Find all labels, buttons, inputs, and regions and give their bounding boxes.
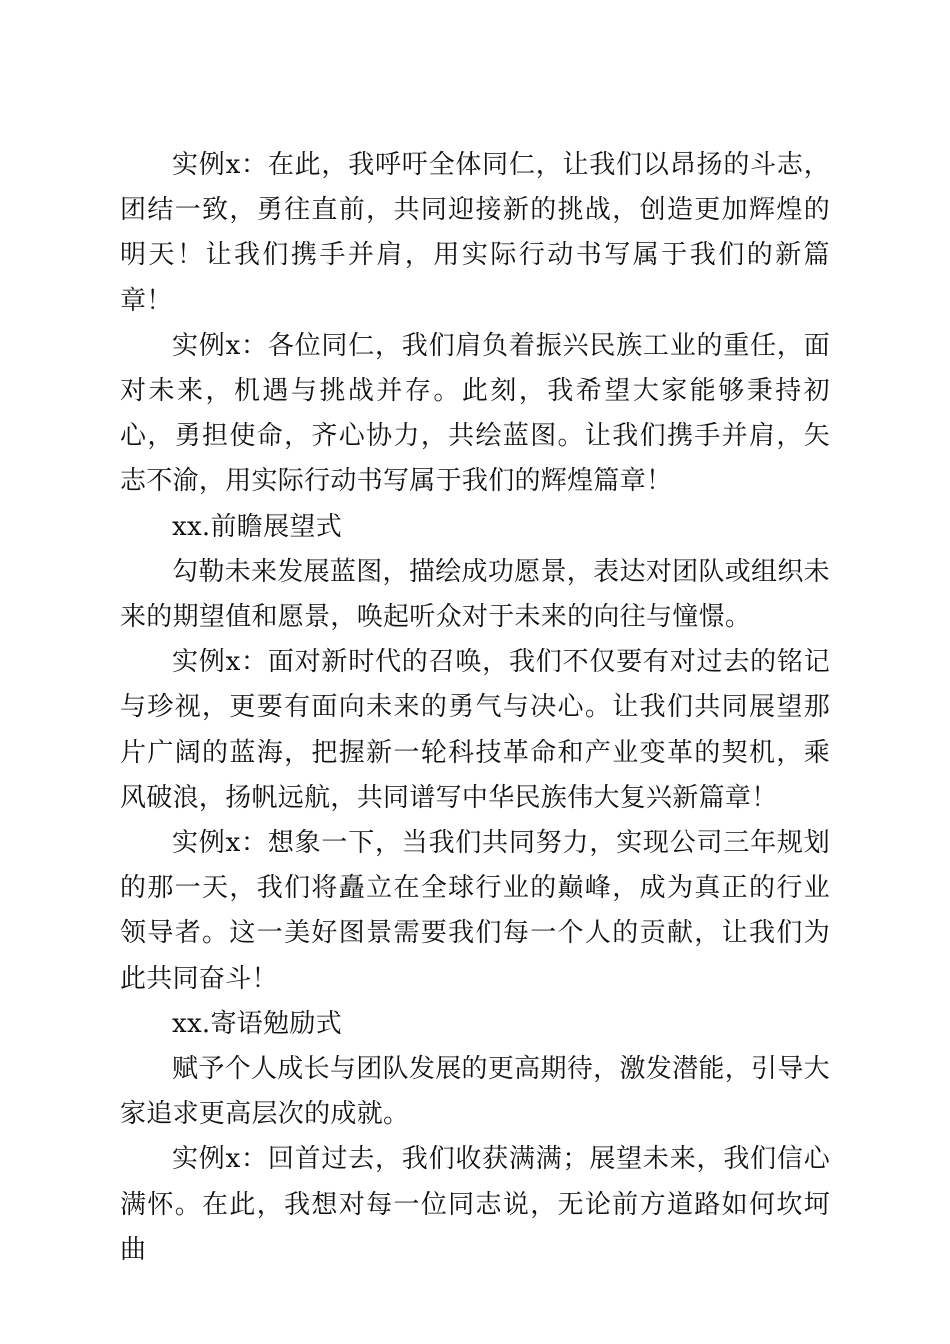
paragraph-1: 实例x：在此，我呼吁全体同仁，让我们以昂扬的斗志，团结一致，勇往直前，共同迎接新的挑战，创造更加辉煌的明天！让我们携手并肩，用实际行动书写属于我们的新篇章！ [120,150,830,316]
paragraph-3: 勾勒未来发展蓝图，描绘成功愿景，表达对团队或组织未来的期望值和愿景，唤起听众对于未来的向往与憧憬。 [120,556,830,633]
paragraph-7: 实例x：回首过去，我们收获满满；展望未来，我们信心满怀。在此，我想对每一位同志说，无论前方道路如何坎坷曲 [120,1144,830,1265]
paragraph-4: 实例x：面对新时代的召唤，我们不仅要有对过去的铭记与珍视，更要有面向未来的勇气与决心。让我们共同展望那片广阔的蓝海，把握新一轮科技革命和产业变革的契机，乘风破浪，扬帆远航，共同谱写中华民族伟大复兴新篇章！ [120,647,830,813]
paragraph-2: 实例x：各位同仁，我们肩负着振兴民族工业的重任，面对未来，机遇与挑战并存。此刻，我希望大家能够秉持初心，勇担使命，齐心协力，共绘蓝图。让我们携手并肩，矢志不渝，用实际行动书写属于我们的辉煌篇章！ [120,330,830,497]
section-heading-forward-looking: xx.前瞻展望式 [172,511,342,542]
paragraph-5: 实例x：想象一下，当我们共同努力，实现公司三年规划的那一天，我们将矗立在全球行业的巅峰，成为真正的行业领导者。这一美好图景需要我们每一个人的贡献，让我们为此共同奋斗！ [120,828,830,994]
section-heading-encouragement: xx.寄语勉励式 [172,1008,342,1039]
document-body [120,143,830,1273]
paragraph-6: 赋予个人成长与团队发展的更高期待，激发潜能，引导大家追求更高层次的成就。 [120,1054,830,1130]
